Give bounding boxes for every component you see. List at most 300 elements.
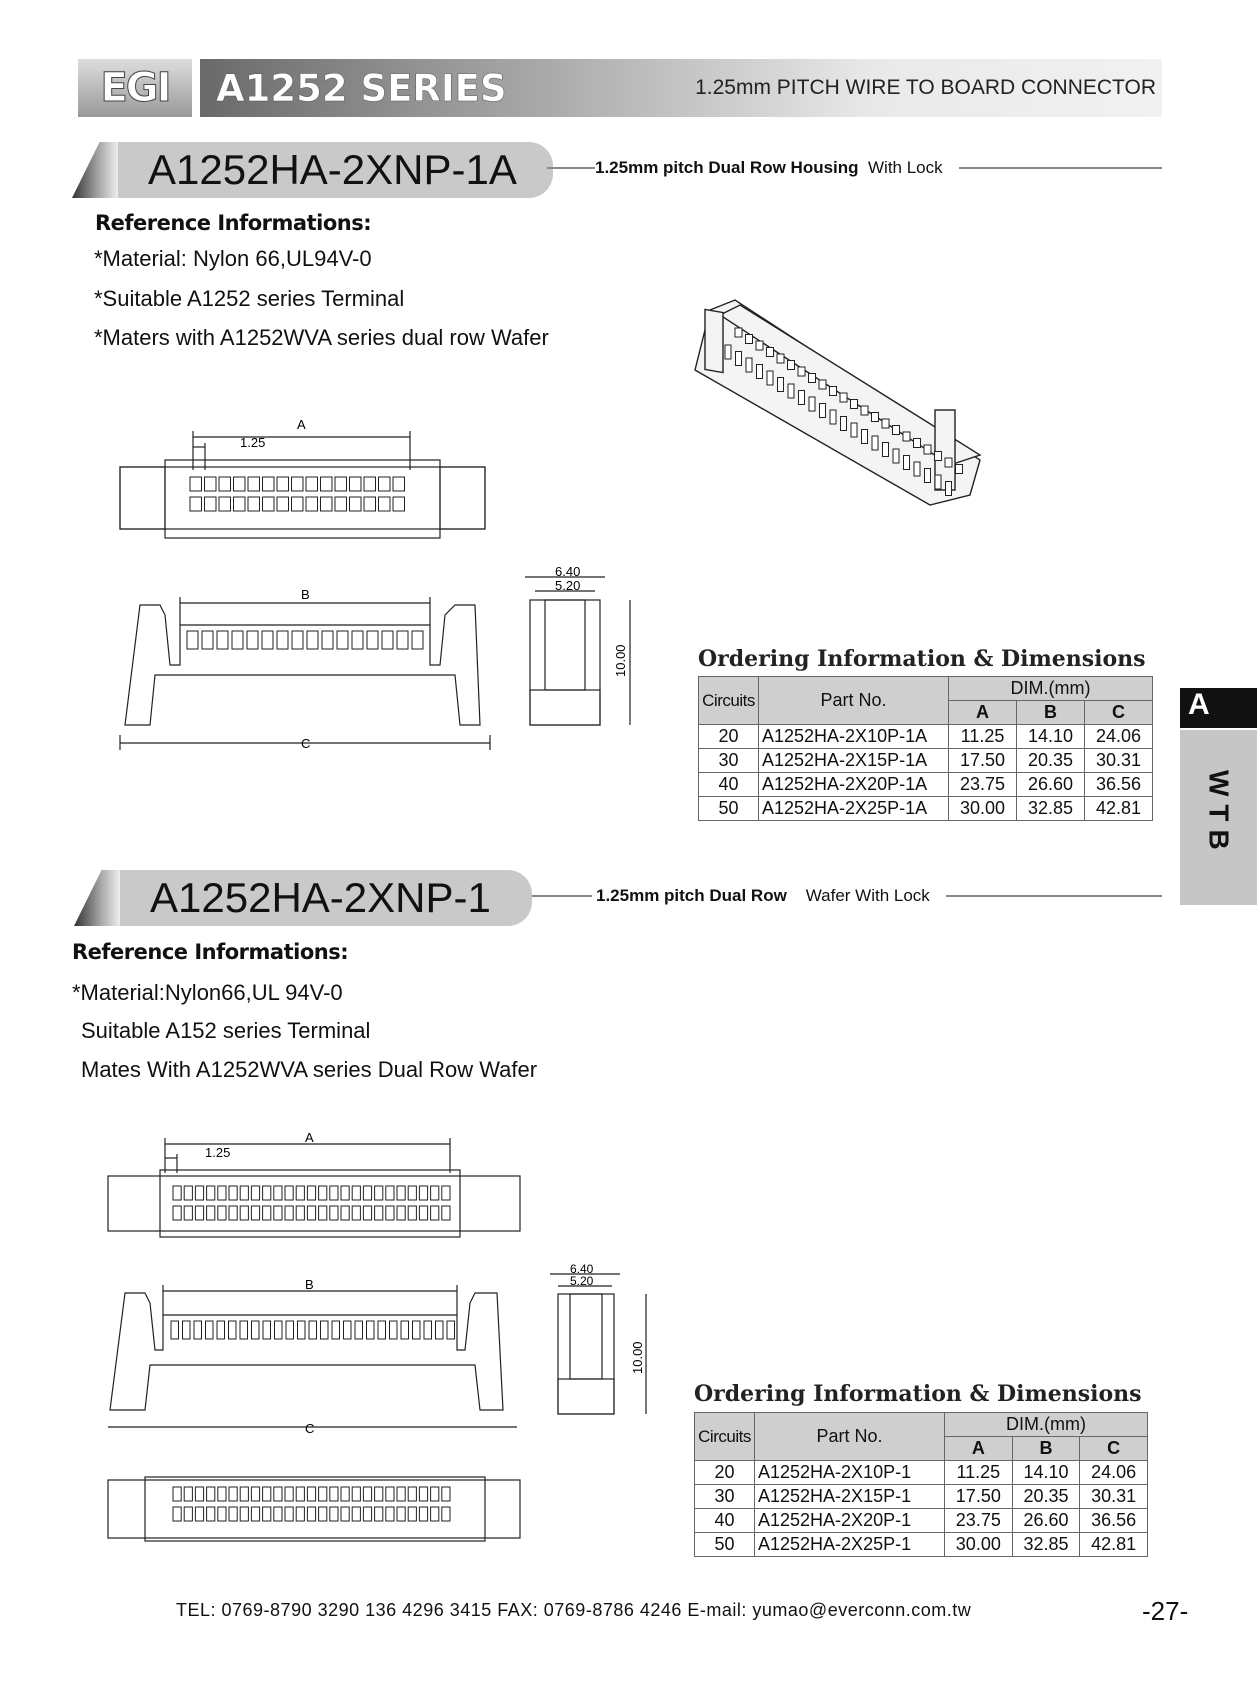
table-cell: A1252HA-2X20P-1 xyxy=(755,1509,945,1533)
end-view-drawing xyxy=(550,1262,660,1422)
cavity xyxy=(840,393,847,402)
cavity xyxy=(419,1186,427,1200)
cavity xyxy=(945,458,952,467)
cavity xyxy=(330,1487,338,1501)
side-tab-category xyxy=(1180,730,1257,905)
cavity xyxy=(956,465,963,474)
cavity xyxy=(229,1186,237,1200)
cavity xyxy=(195,1206,203,1220)
header-a: A xyxy=(945,1437,1013,1461)
cavity xyxy=(819,380,826,389)
cavity xyxy=(364,477,376,491)
cavity xyxy=(205,497,217,511)
cavity xyxy=(350,497,362,511)
cavity xyxy=(893,426,900,435)
cavity xyxy=(218,1186,226,1200)
cavity xyxy=(205,477,217,491)
cavity xyxy=(307,1186,315,1200)
cavity xyxy=(408,1487,416,1501)
triangle-icon xyxy=(72,142,118,198)
cavity xyxy=(379,477,391,491)
connector-3d-image xyxy=(680,290,1000,520)
cavity xyxy=(397,1487,405,1501)
cavity xyxy=(183,1321,191,1339)
cavity xyxy=(319,1487,327,1501)
ref-item: *Material:Nylon66,UL 94V-0 xyxy=(72,980,343,1005)
cavity xyxy=(285,1206,293,1220)
table-cell: A1252HA-2X15P-1 xyxy=(755,1485,945,1509)
table-cell: 32.85 xyxy=(1012,1533,1080,1557)
header-a: A xyxy=(949,701,1017,725)
cavity xyxy=(431,1487,439,1501)
footer-contact: TEL: 0769-8790 3290 136 4296 3415 FAX: 0769-8786 4246 E-mail: yumao@everconn.com.tw xyxy=(176,1600,972,1620)
page-number: -27- xyxy=(1142,1596,1189,1626)
top-view-drawing xyxy=(105,1128,525,1238)
cavity xyxy=(893,449,899,463)
cavity xyxy=(307,1206,315,1220)
cavity xyxy=(274,1487,282,1501)
header-dim: DIM.(mm) xyxy=(949,677,1153,701)
header-circuits: Circuits xyxy=(699,677,759,725)
cavity xyxy=(248,497,260,511)
cavity xyxy=(274,1186,282,1200)
cavity xyxy=(229,1487,237,1501)
cavity xyxy=(419,1487,427,1501)
section-2-title xyxy=(74,870,532,926)
cavity xyxy=(296,1206,304,1220)
cavity xyxy=(322,631,333,649)
cavity xyxy=(309,1321,317,1339)
cavity xyxy=(321,477,333,491)
dim-width-outer: 6.40 xyxy=(555,565,581,579)
cavity xyxy=(408,1507,416,1521)
header-b: B xyxy=(1017,701,1085,725)
cavity xyxy=(935,475,941,489)
table-cell: A1252HA-2X20P-1A xyxy=(759,773,949,797)
cavity xyxy=(820,404,826,418)
cavity xyxy=(925,469,931,483)
cavity xyxy=(251,1206,259,1220)
cavity xyxy=(218,1507,226,1521)
cavity xyxy=(872,413,879,422)
cavity xyxy=(777,354,784,363)
cavity xyxy=(341,1206,349,1220)
cavity xyxy=(375,1206,383,1220)
ref-item: *Maters with A1252WVA series dual row Wafer xyxy=(94,325,549,350)
cavity xyxy=(341,1507,349,1521)
cavity xyxy=(386,1507,394,1521)
cavity xyxy=(393,497,405,511)
table-row xyxy=(699,797,1153,821)
cavity xyxy=(375,1487,383,1501)
cavity xyxy=(397,1206,405,1220)
table-row xyxy=(695,1461,1148,1485)
cavity xyxy=(390,1321,398,1339)
cavity xyxy=(229,1206,237,1220)
cavity xyxy=(788,384,794,398)
cavity xyxy=(219,497,231,511)
header-part: Part No. xyxy=(759,677,949,725)
table-cell: 30 xyxy=(695,1485,755,1509)
ref-item: *Suitable A1252 series Terminal xyxy=(94,286,405,311)
table-cell: 26.60 xyxy=(1012,1509,1080,1533)
table-row xyxy=(695,1533,1148,1557)
cavity xyxy=(914,462,920,476)
cavity xyxy=(883,443,889,457)
cavity xyxy=(756,341,763,350)
section-1-title xyxy=(72,142,553,198)
egi-logo: EGI xyxy=(78,59,192,117)
cavity xyxy=(364,497,376,511)
table-cell: 24.06 xyxy=(1085,725,1153,749)
cavity xyxy=(397,1507,405,1521)
table-cell: 30.00 xyxy=(949,797,1017,821)
table-cell: 14.10 xyxy=(1017,725,1085,749)
cavity xyxy=(882,419,889,428)
cavity xyxy=(277,477,289,491)
desc: With Lock xyxy=(868,158,943,177)
cavity xyxy=(330,1206,338,1220)
cavity xyxy=(352,1186,360,1200)
dim-a-label: A xyxy=(305,1130,314,1145)
cavity xyxy=(296,1487,304,1501)
table-row xyxy=(695,1485,1148,1509)
cavity xyxy=(363,1206,371,1220)
cavity xyxy=(861,406,868,415)
dim-b-label: B xyxy=(305,1277,314,1292)
cavity xyxy=(292,477,304,491)
cavity xyxy=(195,1487,203,1501)
cavity xyxy=(251,1487,259,1501)
cavity xyxy=(442,1206,450,1220)
cavity xyxy=(187,631,198,649)
cavity xyxy=(363,1507,371,1521)
table-cell: 40 xyxy=(695,1509,755,1533)
cavity xyxy=(229,1507,237,1521)
cavity xyxy=(924,445,931,454)
header-circuits: Circuits xyxy=(695,1413,755,1461)
cavity xyxy=(217,631,228,649)
cavity xyxy=(424,1321,432,1339)
header-c: C xyxy=(1085,701,1153,725)
table-cell: 36.56 xyxy=(1080,1509,1148,1533)
cavity xyxy=(330,1507,338,1521)
cavity xyxy=(218,1206,226,1220)
cavity xyxy=(382,631,393,649)
cavity xyxy=(401,1321,409,1339)
cavity xyxy=(292,497,304,511)
cavity xyxy=(344,1321,352,1339)
side-tab-label: WTB xyxy=(1203,770,1235,858)
cavity xyxy=(217,1321,225,1339)
cavity xyxy=(240,1206,248,1220)
cavity xyxy=(184,1186,192,1200)
table-cell: 23.75 xyxy=(945,1509,1013,1533)
cavity xyxy=(184,1487,192,1501)
cavity xyxy=(350,477,362,491)
cavity xyxy=(447,1321,455,1339)
table-cell: 42.81 xyxy=(1080,1533,1148,1557)
table-cell: A1252HA-2X10P-1A xyxy=(759,725,949,749)
cavity xyxy=(296,1507,304,1521)
cavity xyxy=(195,1507,203,1521)
cavity xyxy=(173,1487,181,1501)
cavity xyxy=(431,1507,439,1521)
table-row xyxy=(699,773,1153,797)
dim-height: 10.00 xyxy=(630,1341,645,1374)
cavity xyxy=(946,482,952,496)
cavity xyxy=(248,477,260,491)
cavity xyxy=(332,1321,340,1339)
cavity xyxy=(363,1487,371,1501)
cavity xyxy=(307,631,318,649)
cavity xyxy=(173,1507,181,1521)
table-cell: 17.50 xyxy=(949,749,1017,773)
cavity xyxy=(397,1186,405,1200)
cavity xyxy=(251,1186,259,1200)
cavity xyxy=(335,477,347,491)
cavity xyxy=(903,432,910,441)
cavity xyxy=(830,410,836,424)
cavity xyxy=(319,1507,327,1521)
cavity xyxy=(263,477,275,491)
cavity xyxy=(234,477,246,491)
dim-pitch-label: 1.25 xyxy=(240,435,266,450)
dim-b-label: B xyxy=(301,587,310,602)
table-row xyxy=(699,725,1153,749)
cavity xyxy=(778,378,784,392)
cavity xyxy=(757,365,763,379)
cavity xyxy=(725,345,731,359)
cavity xyxy=(274,1206,282,1220)
header-b: B xyxy=(1012,1437,1080,1461)
cavity xyxy=(393,477,405,491)
table-cell: 30 xyxy=(699,749,759,773)
cavity xyxy=(914,439,921,448)
cavity xyxy=(171,1321,179,1339)
table-cell: 24.06 xyxy=(1080,1461,1148,1485)
cavity xyxy=(247,631,258,649)
cavity xyxy=(375,1186,383,1200)
part-title: A1252HA-2XNP-1A xyxy=(118,142,553,198)
table-cell: 26.60 xyxy=(1017,773,1085,797)
table-cell: 50 xyxy=(695,1533,755,1557)
dim-a-label: A xyxy=(297,417,306,432)
cavity xyxy=(207,1507,215,1521)
cavity xyxy=(206,1321,214,1339)
cavity xyxy=(341,1186,349,1200)
table-cell: 11.25 xyxy=(949,725,1017,749)
series-header xyxy=(200,59,1162,117)
cavity xyxy=(419,1507,427,1521)
side-view-drawing xyxy=(105,1275,525,1435)
table-cell: A1252HA-2X15P-1A xyxy=(759,749,949,773)
table-cell: 50 xyxy=(699,797,759,821)
table-cell: 36.56 xyxy=(1085,773,1153,797)
cavity xyxy=(277,497,289,511)
cavity xyxy=(251,1507,259,1521)
cavity xyxy=(767,371,773,385)
cavity xyxy=(307,1507,315,1521)
cavity xyxy=(736,352,742,366)
cavity xyxy=(809,374,816,383)
cavity xyxy=(442,1186,450,1200)
cavity xyxy=(173,1206,181,1220)
cavity xyxy=(240,1186,248,1200)
cavity xyxy=(419,1206,427,1220)
cavity xyxy=(219,477,231,491)
cavity xyxy=(386,1487,394,1501)
ordering-table xyxy=(698,676,1153,821)
ref-item: Suitable A152 series Terminal xyxy=(81,1018,371,1043)
cavity xyxy=(207,1206,215,1220)
cavity xyxy=(296,1186,304,1200)
header-dim: DIM.(mm) xyxy=(945,1413,1148,1437)
section-2-desc xyxy=(532,886,1162,906)
end-view-drawing xyxy=(515,565,645,735)
table-cell: A1252HA-2X25P-1A xyxy=(759,797,949,821)
table-row xyxy=(695,1509,1148,1533)
cavity xyxy=(195,1186,203,1200)
section-1-desc xyxy=(547,158,1162,178)
cavity xyxy=(306,477,318,491)
cavity xyxy=(285,1487,293,1501)
table-cell: 23.75 xyxy=(949,773,1017,797)
cavity xyxy=(263,1507,271,1521)
cavity xyxy=(408,1186,416,1200)
cavity xyxy=(263,497,275,511)
dim-c-label: C xyxy=(305,1421,315,1435)
cavity xyxy=(277,631,288,649)
dim-c-label: C xyxy=(301,736,311,750)
cavity xyxy=(202,631,213,649)
table-cell: 30.31 xyxy=(1080,1485,1148,1509)
cavity xyxy=(935,452,942,461)
ordering-title: Ordering Information & Dimensions xyxy=(698,646,1146,672)
side-view-drawing xyxy=(115,585,495,750)
cavity xyxy=(413,1321,421,1339)
cavity xyxy=(252,1321,260,1339)
cavity xyxy=(872,436,878,450)
cavity xyxy=(851,400,858,409)
top-view-drawing xyxy=(115,415,495,540)
desc-bold: 1.25mm pitch Dual Row Housing xyxy=(595,158,859,177)
dim-height: 10.00 xyxy=(613,644,628,677)
cavity xyxy=(240,1321,248,1339)
cavity xyxy=(408,1206,416,1220)
table-cell: A1252HA-2X25P-1 xyxy=(755,1533,945,1557)
cavity xyxy=(218,1487,226,1501)
series-title: A1252 SERIES xyxy=(216,66,507,110)
cavity xyxy=(190,497,202,511)
cavity xyxy=(307,1487,315,1501)
cavity xyxy=(240,1507,248,1521)
cavity xyxy=(274,1507,282,1521)
cavity xyxy=(442,1507,450,1521)
cavity xyxy=(173,1186,181,1200)
dim-width-outer: 6.40 xyxy=(570,1262,594,1276)
cavity xyxy=(298,1321,306,1339)
cavity xyxy=(355,1321,363,1339)
cavity xyxy=(352,631,363,649)
cavity xyxy=(263,1206,271,1220)
cavity xyxy=(190,477,202,491)
cavity xyxy=(442,1487,450,1501)
cavity xyxy=(275,1321,283,1339)
cavity xyxy=(184,1206,192,1220)
table-cell: 42.81 xyxy=(1085,797,1153,821)
cavity xyxy=(386,1186,394,1200)
cavity xyxy=(229,1321,237,1339)
header-c: C xyxy=(1080,1437,1148,1461)
cavity xyxy=(788,361,795,370)
cavity xyxy=(386,1206,394,1220)
cavity xyxy=(904,456,910,470)
cavity xyxy=(234,497,246,511)
triangle-icon xyxy=(74,870,120,926)
cavity xyxy=(851,423,857,437)
dim-width-inner: 5.20 xyxy=(555,578,581,593)
ref-title: Reference Informations: xyxy=(72,940,349,964)
cavity xyxy=(306,497,318,511)
cavity xyxy=(207,1186,215,1200)
cavity xyxy=(431,1186,439,1200)
cavity xyxy=(397,631,408,649)
cavity xyxy=(352,1206,360,1220)
table-cell: 17.50 xyxy=(945,1485,1013,1509)
cavity xyxy=(431,1206,439,1220)
cavity xyxy=(286,1321,294,1339)
cavity xyxy=(378,1321,386,1339)
table-cell: 40 xyxy=(699,773,759,797)
side-tab-letter: A xyxy=(1180,688,1257,728)
desc-bold: 1.25mm pitch Dual Row xyxy=(596,886,787,905)
cavity xyxy=(263,1487,271,1501)
series-subtitle: 1.25mm PITCH WIRE TO BOARD CONNECTOR xyxy=(695,76,1156,99)
cavity xyxy=(321,1321,329,1339)
cavity xyxy=(798,367,805,376)
cavity xyxy=(735,328,742,337)
cavity xyxy=(292,631,303,649)
cavity xyxy=(862,430,868,444)
cavity xyxy=(375,1507,383,1521)
cavity xyxy=(379,497,391,511)
cavity xyxy=(352,1487,360,1501)
cavity xyxy=(194,1321,202,1339)
cavity xyxy=(352,1507,360,1521)
cavity xyxy=(232,631,243,649)
dim-width-inner: 5.20 xyxy=(570,1274,594,1288)
cavity xyxy=(841,417,847,431)
table-cell: 32.85 xyxy=(1017,797,1085,821)
ordering-table xyxy=(694,1412,1148,1557)
cavity xyxy=(207,1487,215,1501)
cavity xyxy=(319,1186,327,1200)
table-cell: 20.35 xyxy=(1017,749,1085,773)
cavity xyxy=(746,358,752,372)
cavity xyxy=(809,397,815,411)
cavity xyxy=(335,497,347,511)
dim-pitch-label: 1.25 xyxy=(205,1145,231,1160)
table-cell: 11.25 xyxy=(945,1461,1013,1485)
table-cell: A1252HA-2X10P-1 xyxy=(755,1461,945,1485)
cavity xyxy=(367,631,378,649)
cavity xyxy=(184,1507,192,1521)
cavity xyxy=(746,335,753,344)
cavity xyxy=(285,1186,293,1200)
desc: Wafer With Lock xyxy=(805,886,930,905)
cavity xyxy=(341,1487,349,1501)
